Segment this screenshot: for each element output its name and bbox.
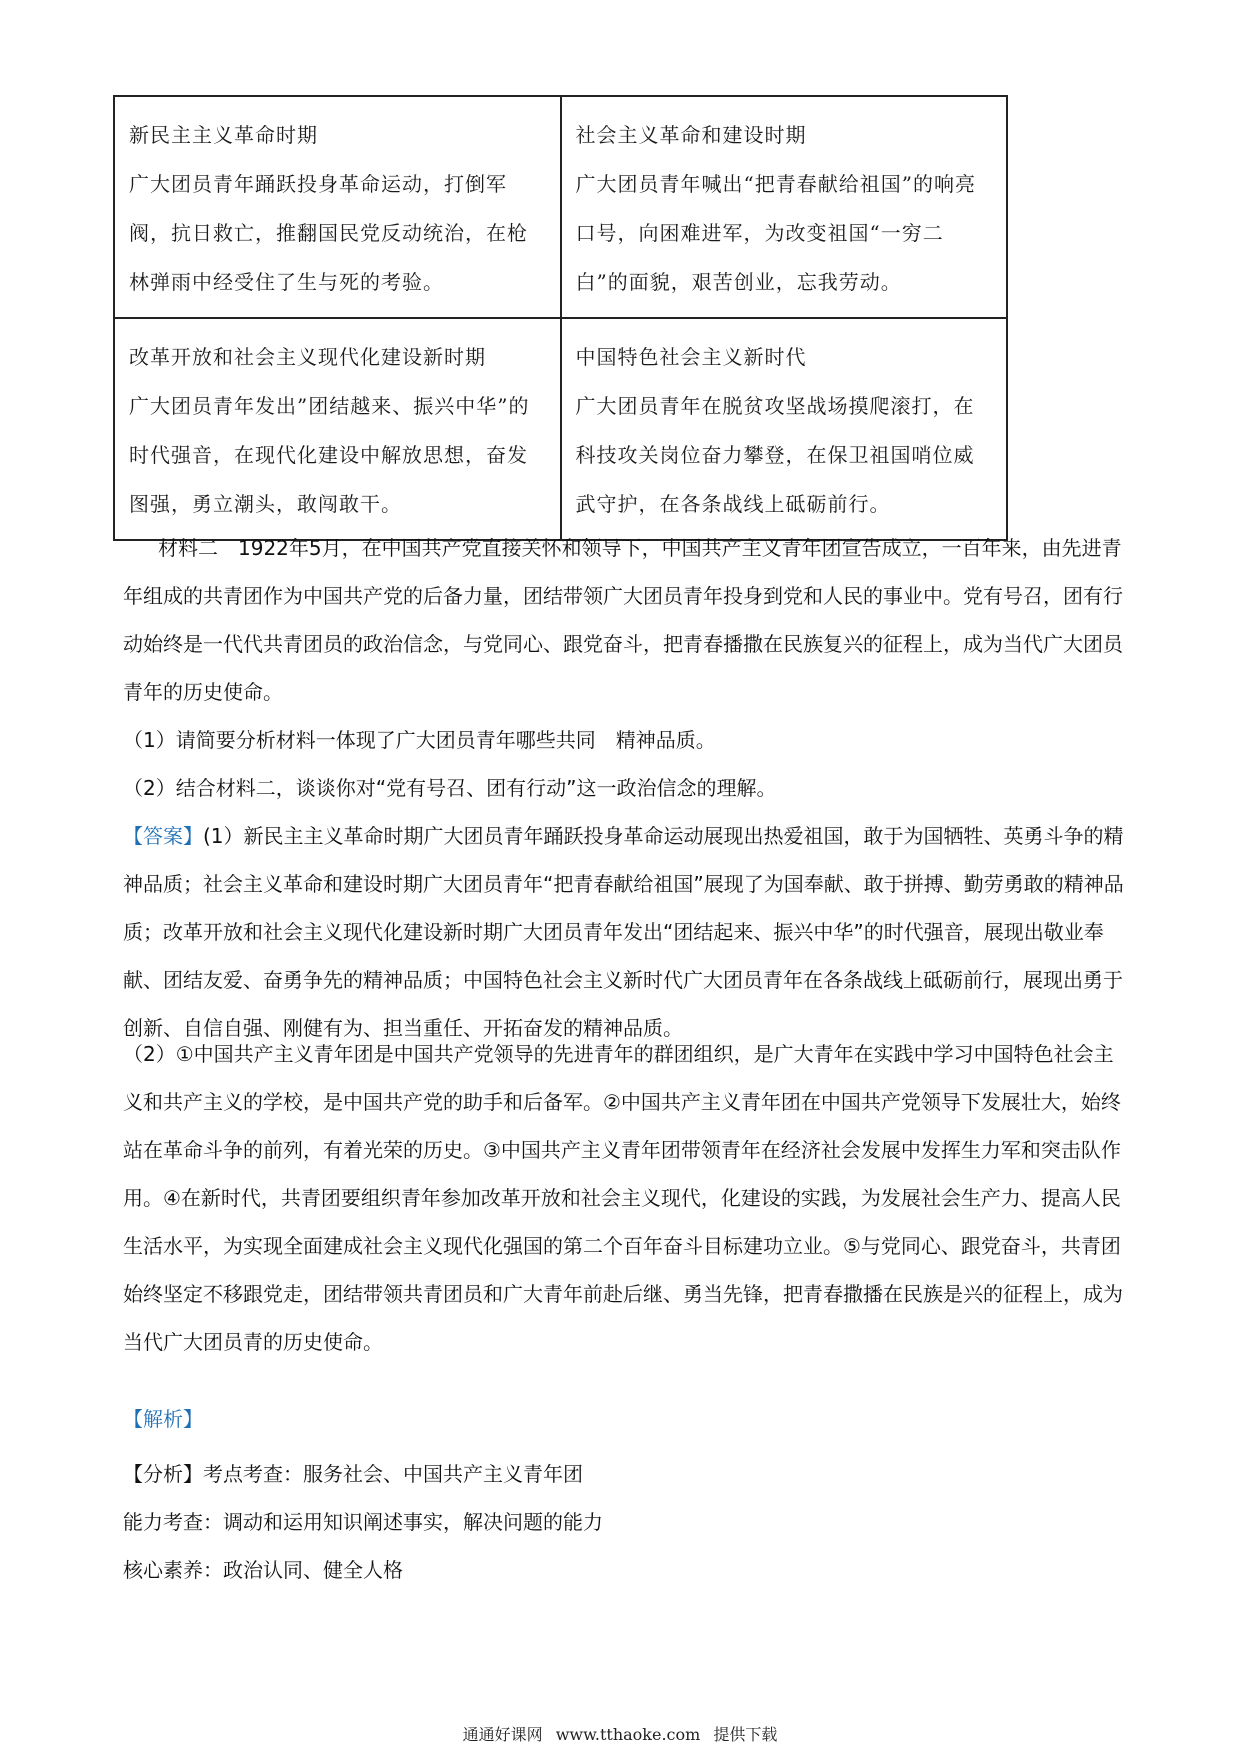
analysis-heading <box>123 1395 1129 1443</box>
cell-title: 中国特色社会主义新时代 <box>575 345 807 369</box>
cell-title: 新民主主义革命时期 <box>129 123 318 147</box>
answer-part-1-text: (1）新民主主义革命时期广大团员青年踊跃投身革命运动展现出热爱祖国，敢于为国牺牲、英勇斗争的精神品质；社会主义革命和建设时期广大团员青年“把青春献给祖国”展现了为国奉献、敢于拼搏、勤劳勇敢的精神品质；改革开放和社会主义现代化建设新时期广大团员青年发出“团结起来、振兴中华”的时代强音，展现出敬业奉献、团结友爱、奋勇争先的精神品质；中国特色社会主义新时代广大团员青年在各条战线上砥砺前行，展现出勇于创新、自信自强、刚健有为、担当重任、开拓奋发的精神品质。 <box>123 824 1124 1040</box>
footer-suffix: 提供下载 <box>713 1725 778 1744</box>
cell-title: 社会主义革命和建设时期 <box>575 123 807 147</box>
table-cell-reform-opening <box>114 318 561 540</box>
cell-title: 改革开放和社会主义现代化建设新时期 <box>129 345 486 369</box>
analysis-tag: 【解析】 <box>123 1407 203 1431</box>
cell-body: 广大团员青年踊跃投身革命运动，打倒军阀，抗日救亡，推翻国民党反动统治，在枪林弹雨中经受住了生与死的考验。 <box>129 172 528 294</box>
table-row <box>114 96 1007 318</box>
footer-url[interactable]: www.tthaoke.com <box>555 1725 701 1744</box>
cell-body: 广大团员青年喊出“把青春献给祖国”的响亮口号，向困难进军，为改变祖国“一穷二白”的面貌，艰苦创业，忘我劳动。 <box>575 172 976 294</box>
cell-body: 广大团员青年发出”团结越来、振兴中华”的时代强音，在现代化建设中解放思想，奋发图强，勇立潮头，敢闯敢干。 <box>129 394 530 516</box>
question-2: （2）结合材料二，谈谈你对“党有号召、团有行动”这一政治信念的理解。 <box>123 776 777 800</box>
cell-body: 广大团员青年在脱贫攻坚战场摸爬滚打，在科技攻关岗位奋力攀登，在保卫祖国哨位威武守护，在各条战线上砥砺前行。 <box>575 394 975 516</box>
table-cell-socialist-construction <box>561 96 1008 318</box>
material-two-paragraph: 材料二 1922年5月，在中国共产党直接关怀和领导下，中国共产主义青年团宣告成立，一百年来，由先进青年组成的共青团作为中国共产党的后备力量，团结带领广大团员青年投身到党和人民的事业中。党有号召，团有行动始终是一代代共青团员的政治信念，与党同心、跟党奋斗，把青春播撒在民族复兴的征程上，成为当代广大团员青年的历史使命。 <box>123 536 1123 704</box>
footer-site: 通通好课网 <box>462 1725 543 1744</box>
table-cell-new-democratic <box>114 96 561 318</box>
analysis-core-literacy: 核心素养：政治认同、健全人格 <box>123 1558 403 1582</box>
answer-part-2: （2）①中国共产主义青年团是中国共产党领导的先进青年的群团组织，是广大青年在实践中学习中国特色社会主义和共产主义的学校，是中国共产党的助手和后备军。②中国共产主义青年团在中国共产党领导下发展壮大，始终站在革命斗争的前列，有着光荣的历史。③中国共产主义青年团带领青年在经济社会发展中发挥生力军和突击队作用。④在新时代，共青团要组织青年参加改革开放和社会主义现代，化建设的实践，为发展社会生产力、提高人民生活水平，为实现全面建成社会主义现代化强国的第二个百年奋斗目标建功立业。⑤与党同心、跟党奋斗，共青团始终坚定不移跟党走，团结带领共青团员和广大青年前赴后继、勇当先锋，把青春撒播在民族是兴的征程上，成为当代广大团员青的历史使命。 <box>123 1042 1123 1354</box>
analysis-ability: 能力考查：调动和运用知识阐述事实，解决问题的能力 <box>123 1510 603 1534</box>
table-cell-new-era <box>561 318 1008 540</box>
page-footer <box>0 1722 1240 1745</box>
answer-tag: 【答案】 <box>123 824 203 848</box>
table-row <box>114 318 1007 540</box>
periods-table <box>113 95 1008 541</box>
analysis-points: 【分析】考点考查：服务社会、中国共产主义青年团 <box>123 1462 583 1486</box>
answer-part-1 <box>123 812 1129 1052</box>
question-1: （1）请简要分析材料一体现了广大团员青年哪些共同 精神品质。 <box>123 728 716 752</box>
